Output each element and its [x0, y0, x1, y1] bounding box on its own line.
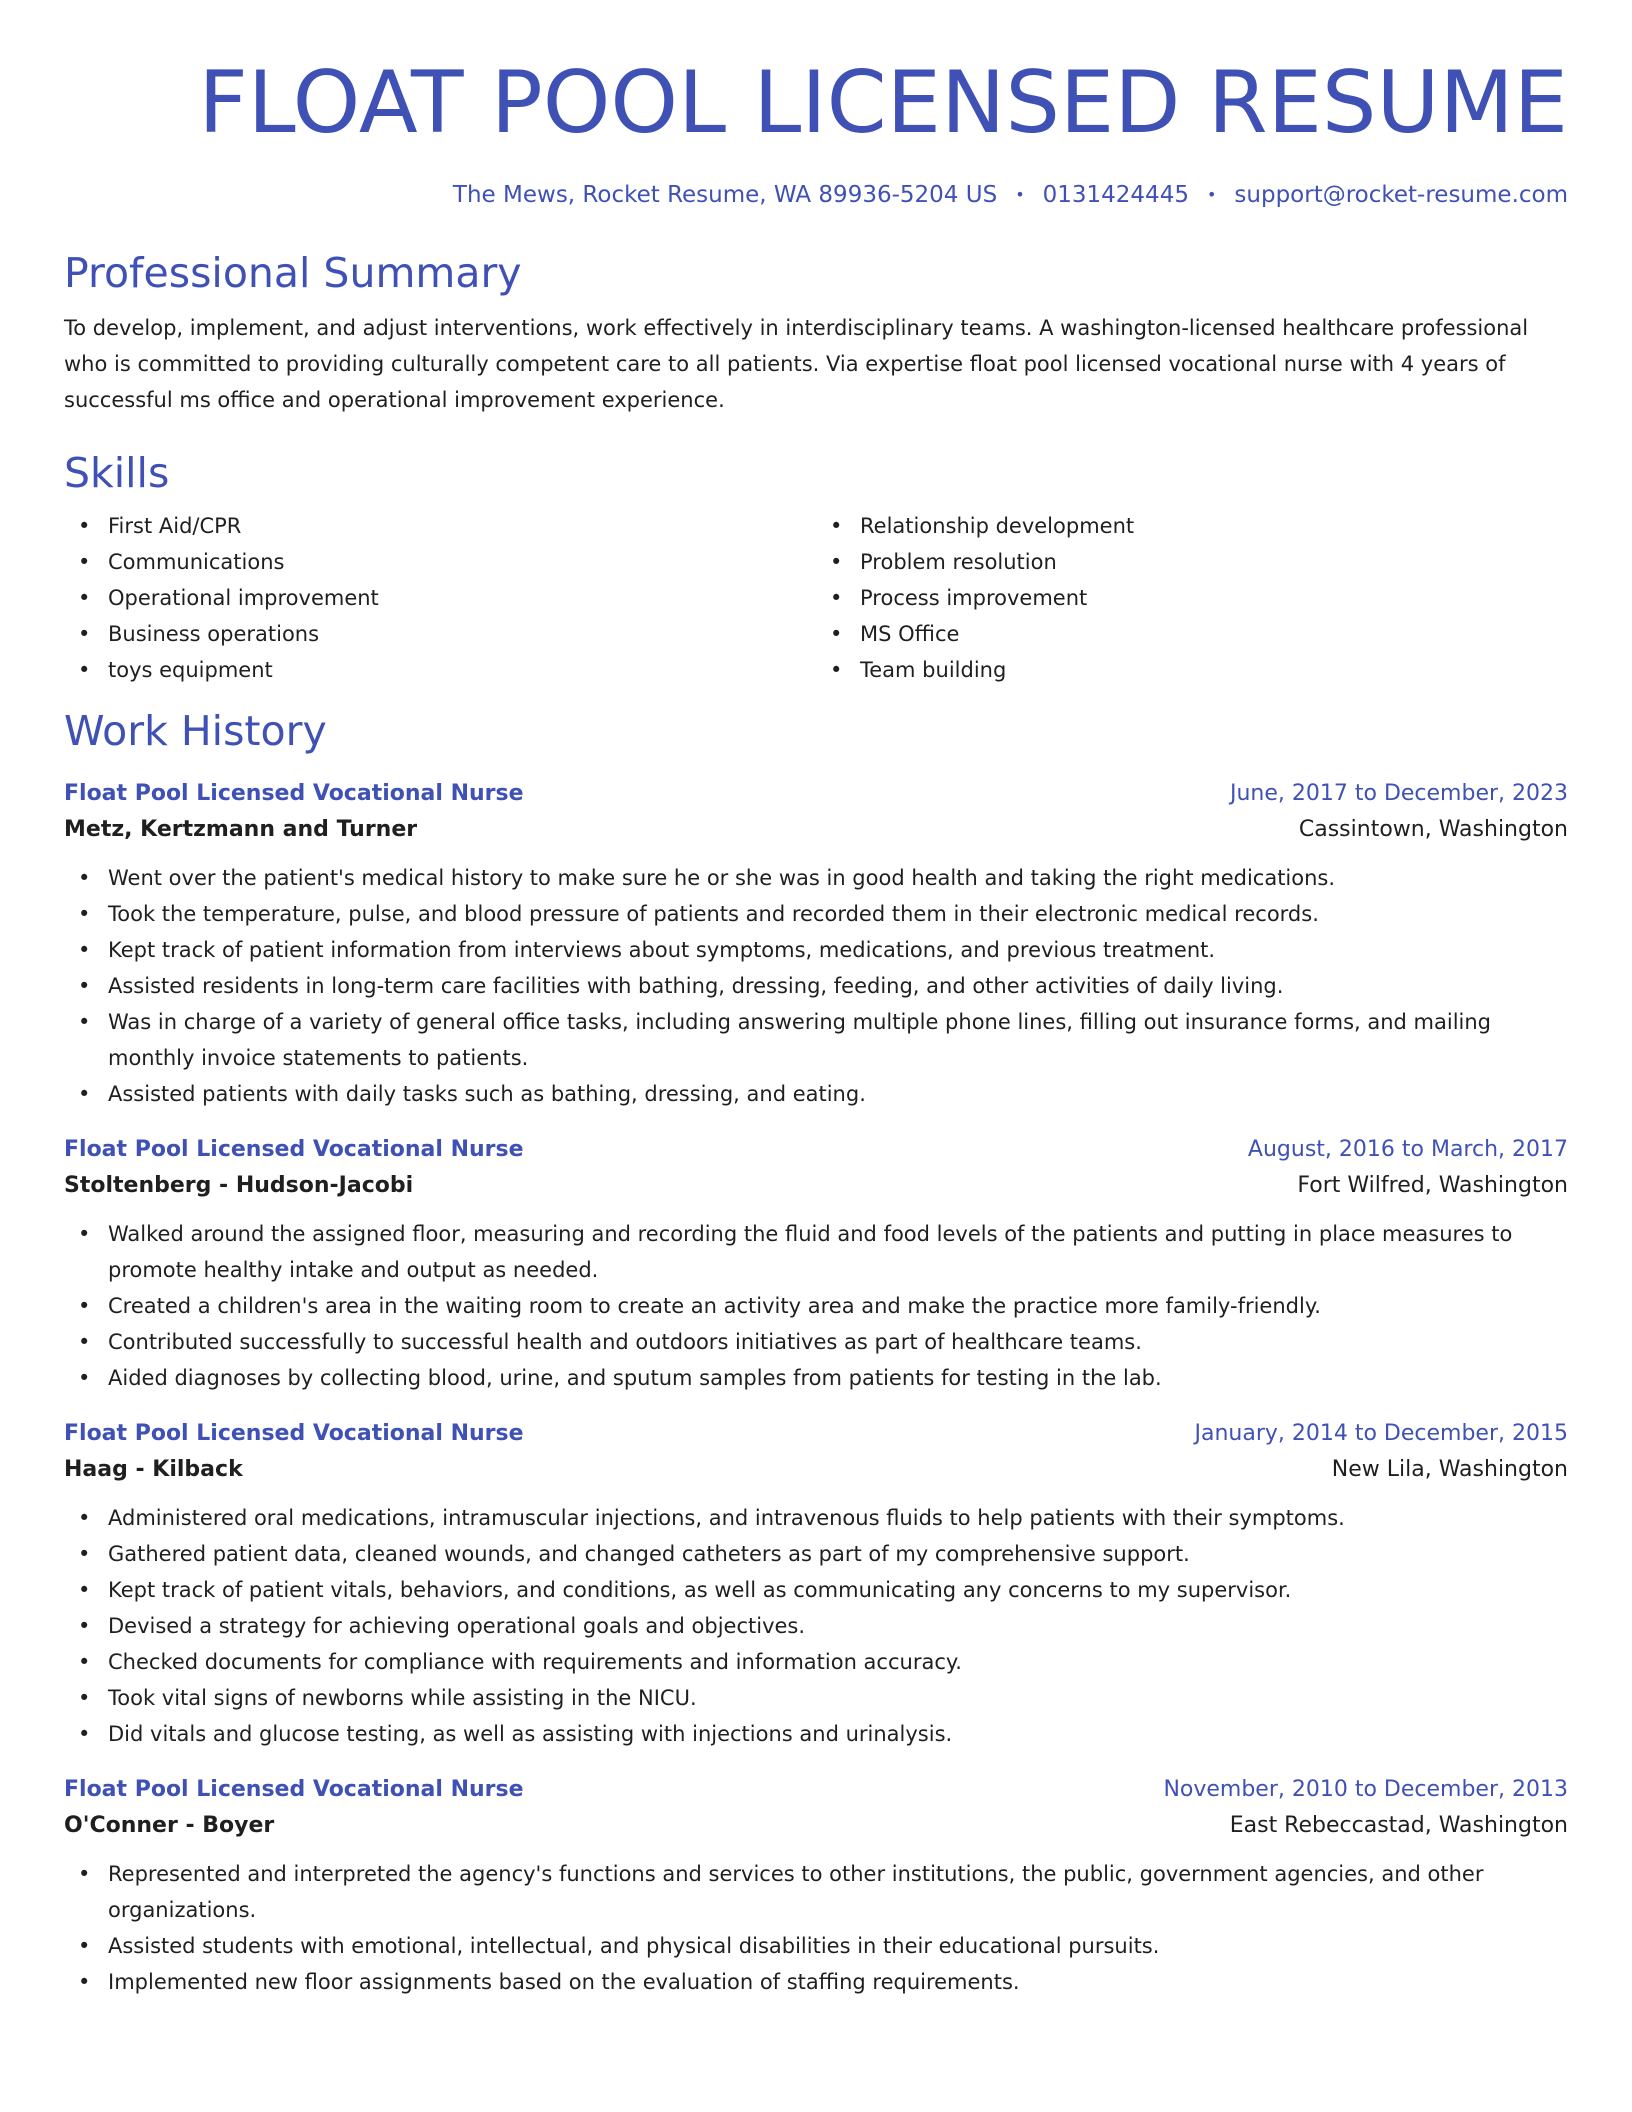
job-company: Haag - Kilback	[64, 1457, 243, 1482]
skill-item: • Team building	[816, 652, 1568, 688]
job-title: Float Pool Licensed Vocational Nurse	[64, 1777, 524, 1802]
job-location: East Rebeccastad, Washington	[1229, 1813, 1568, 1838]
contact-separator: •	[1206, 185, 1217, 204]
job-dates: June, 2017 to December, 2023	[1229, 781, 1568, 806]
job-company: Stoltenberg - Hudson-Jacobi	[64, 1173, 414, 1198]
job-bullet: • Walked around the assigned floor, measuring and recording the fluid and food levels of the patients and putting in place measures to promote healthy intake and output as needed.	[64, 1216, 1568, 1288]
job-bullets	[64, 860, 1568, 1112]
job-bullets	[64, 1856, 1568, 2000]
job-bullet: • Did vitals and glucose testing, as well as assisting with injections and urinalysis.	[64, 1716, 1568, 1752]
job-entry	[64, 1774, 1568, 2000]
skill-item: • Relationship development	[816, 508, 1568, 544]
skill-item: • Communications	[64, 544, 816, 580]
job-company: Metz, Kertzmann and Turner	[64, 817, 418, 842]
job-dates: January, 2014 to December, 2015	[1194, 1421, 1568, 1446]
skill-item: • Operational improvement	[64, 580, 816, 616]
contact-separator: •	[1015, 185, 1025, 204]
job-bullet: • Assisted residents in long-term care facilities with bathing, dressing, feeding, and other activities of daily living.	[64, 968, 1568, 1004]
job-bullet: • Took the temperature, pulse, and blood pressure of patients and recorded them in their electronic medical records.	[64, 896, 1568, 932]
contact-email: support@rocket-resume.com	[1234, 182, 1568, 208]
job-bullet: • Aided diagnoses by collecting blood, urine, and sputum samples from patients for testing in the lab.	[64, 1360, 1568, 1396]
skill-item: • toys equipment	[64, 652, 816, 688]
contact-phone: 0131424445	[1042, 182, 1189, 208]
work-history-heading: Work History	[64, 707, 327, 755]
job-bullet: • Took vital signs of newborns while assisting in the NICU.	[64, 1680, 1568, 1716]
job-bullet: • Created a children's area in the waiting room to create an activity area and make the practice more family-friendly.	[64, 1288, 1568, 1324]
skill-item: • MS Office	[816, 616, 1568, 652]
job-location: Cassintown, Washington	[1298, 817, 1568, 842]
job-title: Float Pool Licensed Vocational Nurse	[64, 1137, 524, 1162]
job-bullet: • Gathered patient data, cleaned wounds, and changed catheters as part of my comprehensive support.	[64, 1536, 1568, 1572]
skills-column-left	[64, 508, 816, 688]
job-bullet: • Implemented new floor assignments based on the evaluation of staffing requirements.	[64, 1964, 1568, 2000]
job-bullets	[64, 1500, 1568, 1752]
job-location: New Lila, Washington	[1331, 1457, 1568, 1482]
skill-item: • First Aid/CPR	[64, 508, 816, 544]
job-bullet: • Went over the patient's medical history to make sure he or she was in good health and taking the right medications.	[64, 860, 1568, 896]
job-title: Float Pool Licensed Vocational Nurse	[64, 1421, 524, 1446]
job-bullet: • Represented and interpreted the agency's functions and services to other institutions, the public, government agencies, and other organizations.	[64, 1856, 1568, 1928]
job-bullet: • Was in charge of a variety of general office tasks, including answering multiple phone lines, filling out insurance forms, and mailing monthly invoice statements to patients.	[64, 1004, 1568, 1076]
job-bullet: • Kept track of patient vitals, behaviors, and conditions, as well as communicating any concerns to my supervisor.	[64, 1572, 1568, 1608]
job-title: Float Pool Licensed Vocational Nurse	[64, 781, 524, 806]
job-entry	[64, 1134, 1568, 1396]
job-dates: August, 2016 to March, 2017	[1247, 1137, 1568, 1162]
job-dates: November, 2010 to December, 2013	[1163, 1777, 1568, 1802]
job-bullet: • Checked documents for compliance with requirements and information accuracy.	[64, 1644, 1568, 1680]
job-entry	[64, 1418, 1568, 1752]
contact-address: The Mews, Rocket Resume, WA 89936-5204 US	[452, 182, 998, 208]
resume-title: FLOAT POOL LICENSED RESUME	[198, 53, 1568, 153]
skill-item: • Process improvement	[816, 580, 1568, 616]
summary-text: To develop, implement, and adjust interventions, work effectively in interdisciplinary teams. A washington-licensed healthcare professional who is committed to providing culturally competent care to all patients. Via expertise float pool licensed vocational nurse with 4 years of successful ms office and operational improvement experience.	[64, 316, 1529, 412]
summary-heading: Professional Summary	[64, 249, 522, 297]
skills-column-right	[816, 508, 1568, 688]
job-location: Fort Wilfred, Washington	[1297, 1173, 1568, 1198]
skill-item: • Business operations	[64, 616, 816, 652]
job-bullet: • Contributed successfully to successful health and outdoors initiatives as part of healthcare teams.	[64, 1324, 1568, 1360]
job-entry	[64, 778, 1568, 1112]
job-bullet: • Assisted students with emotional, intellectual, and physical disabilities in their educational pursuits.	[64, 1928, 1568, 1964]
job-bullets	[64, 1216, 1568, 1396]
job-bullet: • Assisted patients with daily tasks such as bathing, dressing, and eating.	[64, 1076, 1568, 1112]
job-bullet: • Devised a strategy for achieving operational goals and objectives.	[64, 1608, 1568, 1644]
skill-item: • Problem resolution	[816, 544, 1568, 580]
contact-line	[64, 180, 1568, 210]
job-company: O'Conner - Boyer	[64, 1813, 275, 1838]
skills-heading: Skills	[64, 449, 170, 497]
job-bullet: • Administered oral medications, intramuscular injections, and intravenous fluids to help patients with their symptoms.	[64, 1500, 1568, 1536]
job-bullet: • Kept track of patient information from interviews about symptoms, medications, and previous treatment.	[64, 932, 1568, 968]
skills-list	[64, 508, 1568, 688]
